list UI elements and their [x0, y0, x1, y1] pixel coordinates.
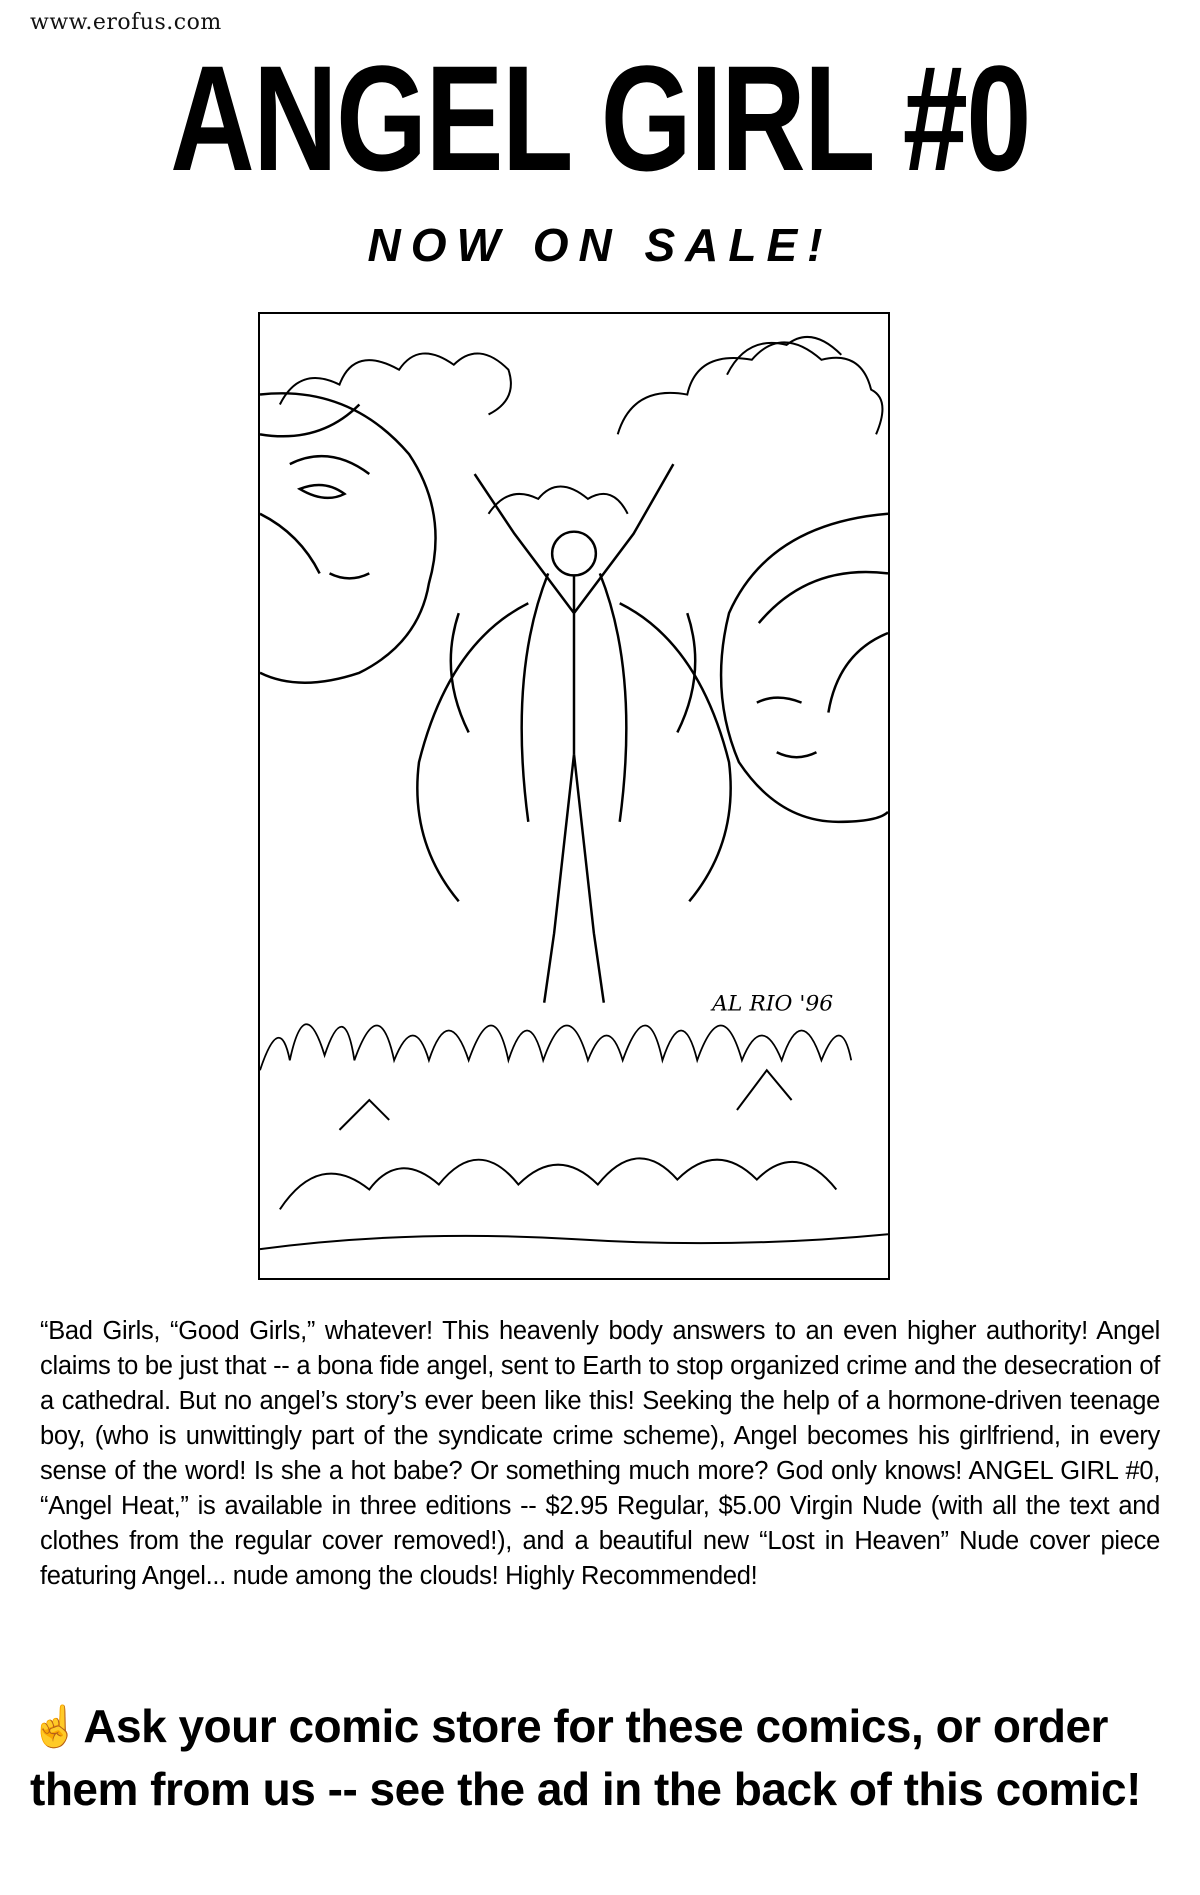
cloud-shape [280, 353, 511, 414]
cloud-shape [618, 342, 883, 434]
cta-line-2: them from us -- see the ad in the back of this comic! [30, 1763, 1141, 1815]
cover-illustration [258, 312, 890, 1280]
demons-drawing [260, 1070, 888, 1249]
pointing-hand-icon: ☝ [30, 1705, 80, 1749]
left-face-drawing [260, 393, 436, 682]
artist-signature: AL RIO '96 [712, 991, 834, 1017]
cloud-shape [489, 486, 628, 513]
description-paragraph: “Bad Girls, “Good Girls,” whatever! This heavenly body answers to an even higher authority! Angel claims to be just that -- a bona fide angel, sent to Earth to stop organized crime and the desecration of a cathedral. But no angel’s story’s ever been like this! Seeking the help of a hormone-driven teenage boy, (who is unwittingly part of the syndicate crime scheme), Angel becomes his girlfriend, in every sense of the word! Is she a hot babe? Or something much more? God only knows! ANGEL GIRL #0, “Angel Heat,” is available in three editions -- $2.95 Regular, $5.00 Virgin Nude (with all the text and clothes from the regular cover removed!), and a beautiful new “Lost in Heaven” Nude cover piece featuring Angel... nude among the clouds! Highly Recommended! [40, 1317, 1160, 1590]
page-title: ANGEL GIRL #0 [170, 34, 1030, 202]
illustration-angel-cover [260, 314, 888, 1278]
angel-figure-drawing [417, 464, 730, 1003]
call-to-action [30, 1695, 1170, 1820]
sale-subtitle: NOW ON SALE! [367, 219, 833, 271]
site-watermark: www.erofus.com [30, 10, 222, 35]
flames-drawing [260, 1024, 851, 1070]
right-face-drawing [721, 514, 888, 822]
cta-text-1: Ask your comic store for these comics, or order [83, 1700, 1108, 1752]
cta-line-1 [30, 1695, 1170, 1758]
